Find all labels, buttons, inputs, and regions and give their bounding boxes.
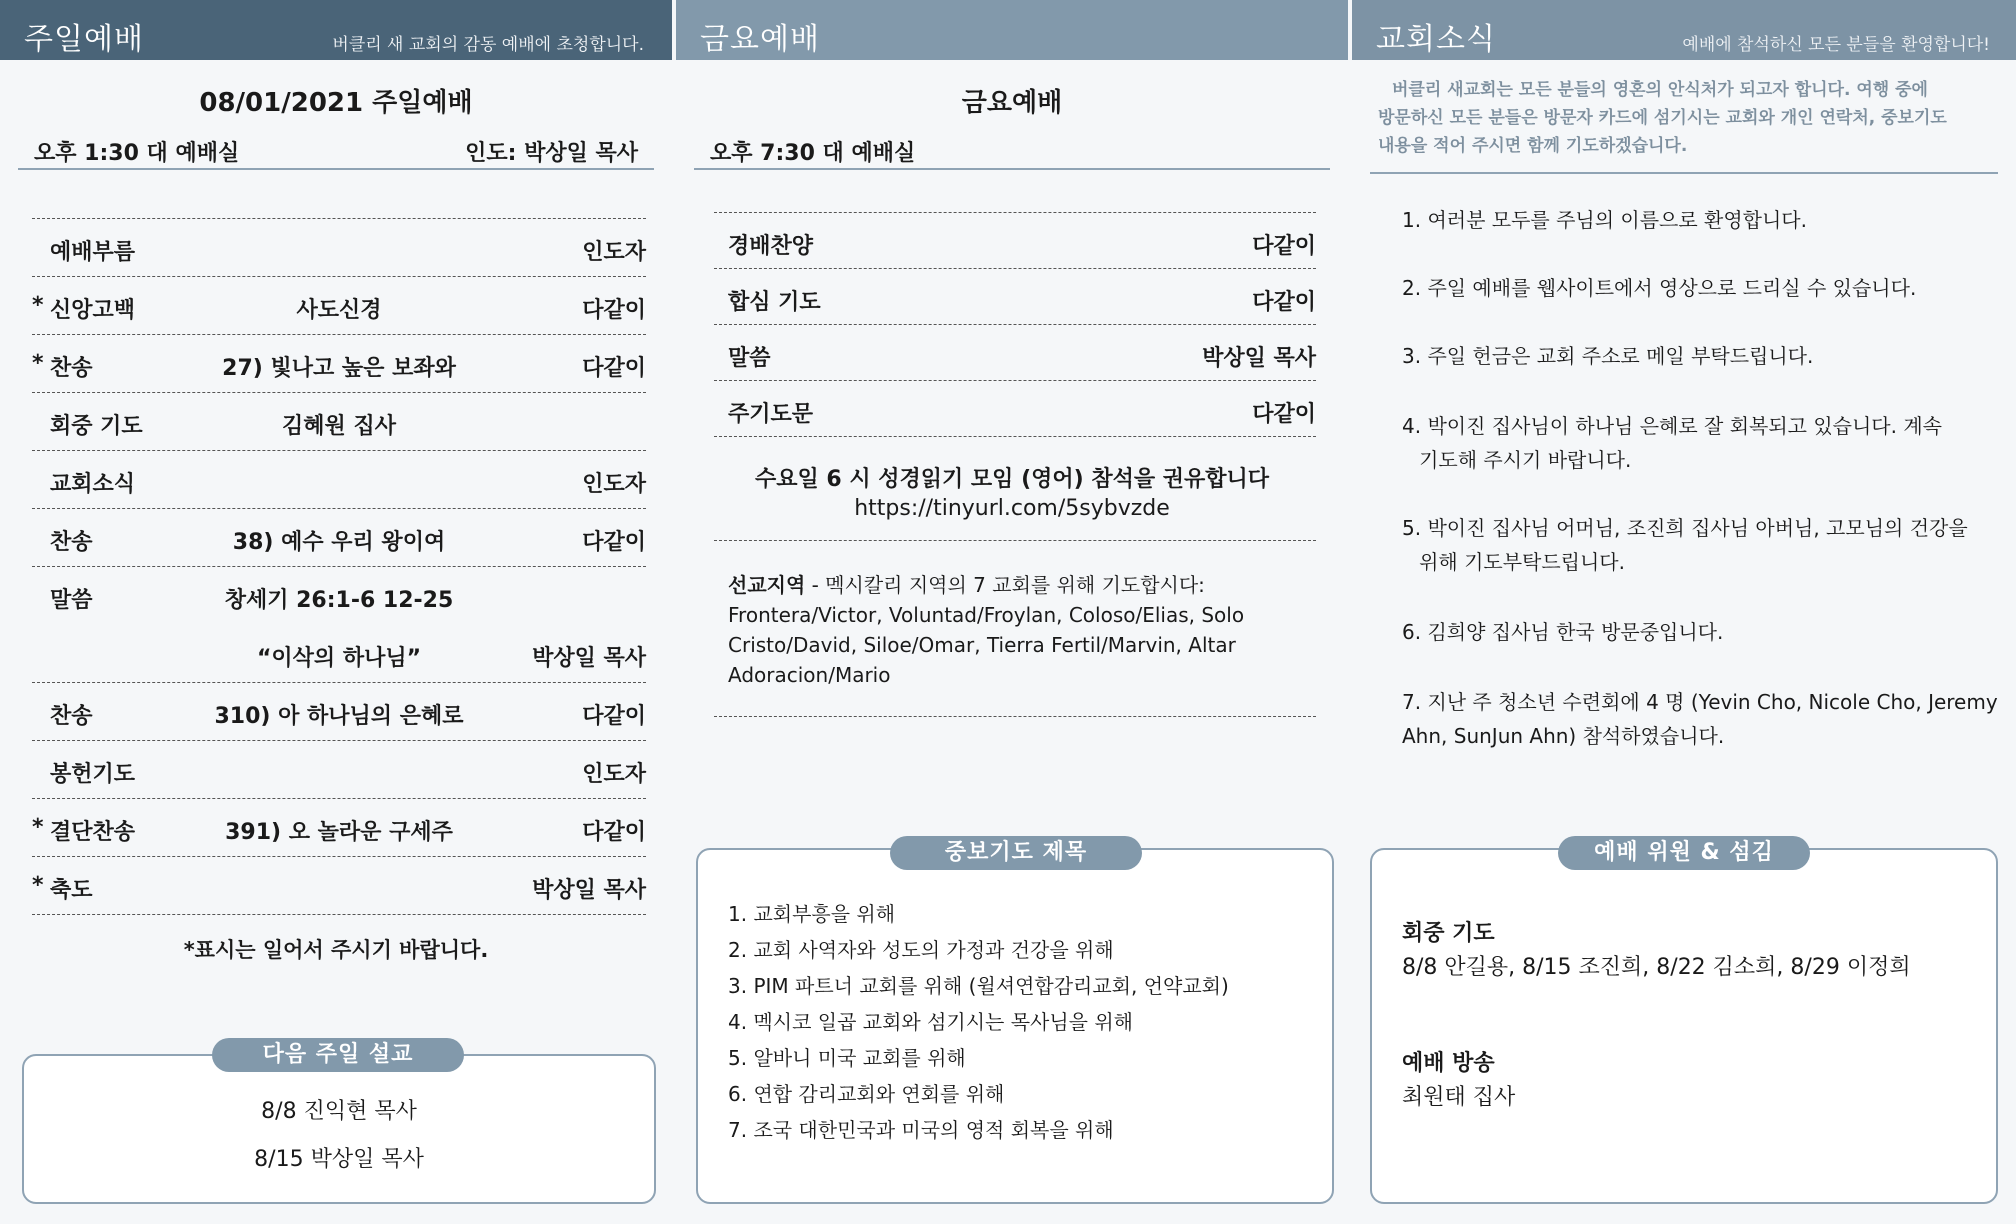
friday-title: 금요예배 [961,88,1063,118]
divider [694,168,1330,170]
mission-block [728,570,1328,690]
news-item: 4. 박이진 집사님이 하나님 은혜로 잘 회복되고 있습니다. 계속 [1402,414,1942,438]
staff-box [1370,848,1998,1204]
news-item: 3. 주일 헌금은 교회 주소로 메일 부탁드립니다. [1402,344,1814,368]
news-header [1352,0,2016,60]
order-who: 다같이 [1252,234,1316,259]
prayer-box [696,848,1334,1204]
bible-reading-link[interactable]: https://tinyurl.com/5sybvzde [854,496,1170,521]
order-detail: 27) 빛나고 높은 보좌와 [222,356,456,381]
order-who: 인도자 [582,762,646,787]
next-sermon-1: 8/8 진익현 목사 [261,1099,417,1124]
order-detail: 38) 예수 우리 왕이여 [232,530,446,555]
order-row [32,798,646,857]
standing-note: *표시는 일어서 주시기 바랍니다. [183,938,489,962]
friday-column [676,0,1348,1224]
order-item: 축도 [50,878,93,903]
order-who: 인도자 [582,240,646,265]
prayer-item: 5. 알바니 미국 교회를 위해 [728,1046,966,1070]
order-item: 말씀 [50,588,93,613]
order-detail: 김혜원 집사 [282,414,396,439]
divider [714,716,1316,717]
staff-title: 예배 위원 & 섬김 [1558,836,1810,870]
prayer-item: 3. PIM 파트너 교회를 위해 (윌셔연합감리교회, 언약교회) [728,974,1229,998]
divider [1370,172,1998,174]
order-who: 박상일 목사 [1202,346,1316,371]
friday-order-row [714,268,1316,325]
friday-time-place: 오후 7:30 대 예배실 [710,141,916,166]
order-row [32,740,646,799]
order-detail: 391) 오 놀라운 구세주 [225,820,453,845]
prayer-item: 6. 연합 감리교회와 연회를 위해 [728,1082,1005,1106]
sunday-info [18,128,654,168]
order-row [32,566,646,683]
divider [32,914,646,916]
news-item: 위해 기도부탁드립니다. [1400,550,1625,574]
order-detail: 창세기 26:1-6 12-25 [224,588,454,613]
standing-mark: * [32,351,44,376]
sunday-time-place: 오후 1:30 대 예배실 [34,141,240,166]
order-who: 다같이 [582,704,646,729]
order-who: 인도자 [582,472,646,497]
prayer-title: 중보기도 제목 [890,836,1142,870]
order-who: 박상일 목사 [532,878,646,903]
standing-mark: * [32,293,44,318]
order-item: 결단찬송 [50,820,136,845]
prayer-label: 회중 기도 [1402,921,1495,946]
friday-header-title: 금요예배 [700,22,820,57]
order-item: 경배찬양 [728,234,814,259]
order-item: 봉헌기도 [50,762,136,787]
order-item: 합심 기도 [728,290,821,315]
mission-line: Adoracion/Mario [728,663,891,687]
news-item: 2. 주일 예배를 웹사이트에서 영상으로 드리실 수 있습니다. [1402,276,1917,300]
order-who: 다같이 [582,820,646,845]
sunday-column [0,0,672,1224]
sunday-title: 08/01/2021 주일예배 [199,88,473,118]
news-header-title: 교회소식 [1376,22,1496,57]
sunday-header [0,0,672,60]
sermon-title: “이삭의 하나님” [256,646,422,671]
divider [18,168,654,170]
order-item: 말씀 [728,346,771,371]
news-item: 5. 박이진 집사님 어머님, 조진희 집사님 아버님, 고모님의 건강을 [1402,516,1968,540]
order-row [32,334,646,393]
order-row [32,856,646,915]
sunday-header-subtitle: 버클리 새 교회의 감동 예배에 초청합니다. [332,35,644,55]
mission-line: Frontera/Victor, Voluntad/Froylan, Coloso/Elias, Solo [728,603,1245,627]
order-row [32,276,646,335]
order-row [32,682,646,741]
friday-header [676,0,1348,60]
order-item: 찬송 [50,704,93,729]
bible-reading-note: 수요일 6 시 성경읽기 모임 (영어) 참석을 권유합니다 [754,467,1270,492]
next-sermon-title: 다음 주일 설교 [212,1038,464,1072]
order-who: 다같이 [1252,290,1316,315]
sunday-leader: 인도: 박상일 목사 [465,141,638,166]
prayer-item: 1. 교회부흥을 위해 [728,902,896,926]
order-who: 다같이 [582,530,646,555]
prayer-item: 4. 멕시코 일곱 교회와 섬기시는 목사님을 위해 [728,1010,1133,1034]
news-intro: 버클리 새교회는 모든 분들의 영혼의 안식처가 되고자 합니다. 여행 중에 방문하신 모든 분들은 방문자 카드에 섬기시는 교회와 개인 연락처, 중보기도 내용을 적어 주시면 함께 기도하겠습니다. [1378,80,1947,156]
news-item: Ahn, SunJun Ahn) 참석하였습니다. [1402,724,1725,748]
order-who: 다같이 [582,356,646,381]
prayer-names: 8/8 안길용, 8/15 조진희, 8/22 김소희, 8/29 이정희 [1402,955,1911,980]
prayer-item: 2. 교회 사역자와 성도의 가정과 건강을 위해 [728,938,1114,962]
mission-label: 선교지역 [728,573,806,597]
order-who: 다같이 [1252,402,1316,427]
broadcast-name: 최원태 집사 [1402,1085,1516,1110]
standing-mark: * [32,815,44,840]
order-item: 회중 기도 [50,414,143,439]
next-sermon-box [22,1054,656,1204]
next-sermon-2: 8/15 박상일 목사 [254,1147,424,1172]
news-item: 기도해 주시기 바랍니다. [1400,448,1632,472]
order-item: 교회소식 [50,472,136,497]
friday-order-row [714,324,1316,381]
order-detail: 사도신경 [296,298,382,323]
order-who: 다같이 [582,298,646,323]
divider [714,540,1316,541]
news-item: 6. 김희양 집사님 한국 방문중입니다. [1402,620,1724,644]
news-header-subtitle: 예배에 참석하신 모든 분들을 환영합니다! [1682,35,1990,55]
news-column [1352,0,2016,1224]
standing-mark: * [32,873,44,898]
divider [714,436,1316,438]
prayer-item: 7. 조국 대한민국과 미국의 영적 회복을 위해 [728,1118,1114,1142]
order-item: 신앙고백 [50,298,136,323]
mission-text: - 멕시칼리 지역의 7 교회를 위해 기도합시다: [805,573,1205,597]
mission-line: Cristo/David, Siloe/Omar, Tierra Fertil/Marvin, Altar [728,633,1236,657]
order-row [32,508,646,567]
order-item: 찬송 [50,356,93,381]
friday-order-row [714,380,1316,437]
order-row [32,392,646,451]
order-item: 예배부름 [50,240,136,265]
news-item: 7. 지난 주 청소년 수련회에 4 명 (Yevin Cho, Nicole Cho, Jeremy [1402,690,1998,714]
order-row [32,450,646,509]
friday-info [694,128,1330,168]
order-detail: 310) 아 하나님의 은혜로 [214,704,464,729]
sunday-header-title: 주일예배 [24,22,144,57]
broadcast-label: 예배 방송 [1402,1051,1495,1076]
order-item: 주기도문 [728,402,814,427]
news-item: 1. 여러분 모두를 주님의 이름으로 환영합니다. [1402,208,1807,232]
order-row [32,218,646,277]
friday-order-row [714,212,1316,269]
order-item: 찬송 [50,530,93,555]
order-who: 박상일 목사 [532,646,646,671]
